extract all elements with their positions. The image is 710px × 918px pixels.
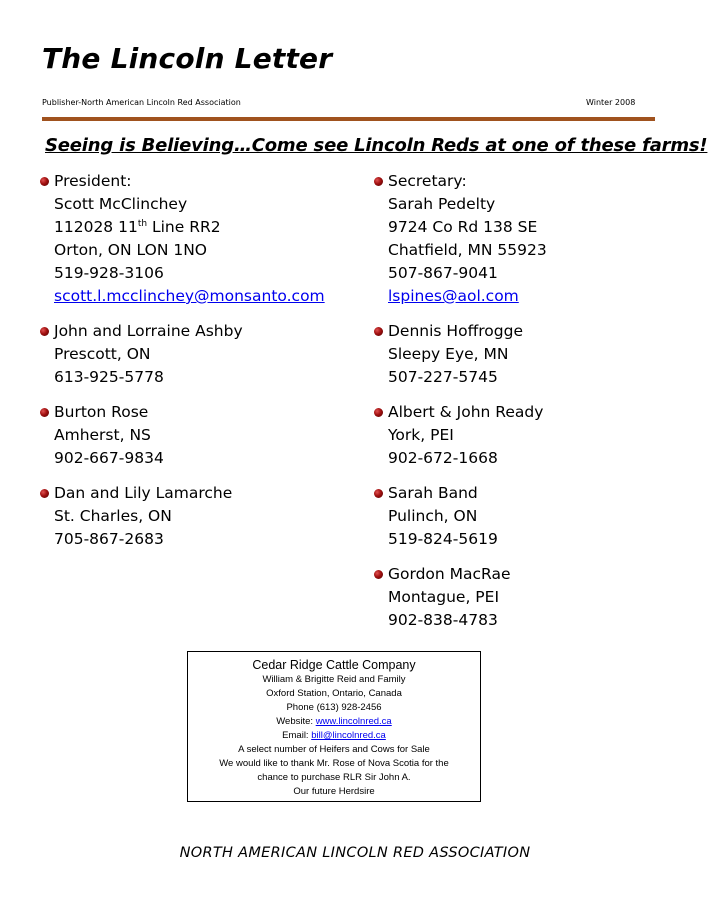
issue-date: Winter 2008 bbox=[586, 98, 636, 107]
contact-city: Montague, PEI bbox=[388, 588, 500, 606]
contact-name: Sarah Band bbox=[388, 484, 478, 502]
contact-name: Burton Rose bbox=[54, 403, 149, 421]
contact-phone: 613-925-5778 bbox=[54, 368, 164, 386]
contact-city: St. Charles, ON bbox=[54, 507, 172, 525]
ad-website-label: Website: bbox=[276, 716, 316, 727]
contact-address: 9724 Co Rd 138 SE bbox=[388, 218, 538, 236]
contact-entry-president bbox=[40, 170, 325, 308]
ad-owners: William & Brigitte Reid and Family bbox=[262, 674, 406, 685]
contact-name: Sarah Pedelty bbox=[388, 195, 496, 213]
ad-phone: Phone (613) 928-2456 bbox=[286, 702, 382, 713]
contact-phone: 519-928-3106 bbox=[54, 264, 164, 282]
contact-phone: 902-838-4783 bbox=[388, 611, 498, 629]
contact-city: Pulinch, ON bbox=[388, 507, 478, 525]
footer-association: NORTH AMERICAN LINCOLN RED ASSOCIATION bbox=[179, 845, 531, 861]
contact-entry-secretary bbox=[374, 170, 547, 308]
contact-name: Scott McClinchey bbox=[54, 195, 188, 213]
contact-role: President: bbox=[54, 172, 132, 190]
contact-phone: 902-667-9834 bbox=[54, 449, 164, 467]
bullet-icon bbox=[374, 408, 383, 417]
contact-city: Prescott, ON bbox=[54, 345, 151, 363]
contact-city: Orton, ON LON 1NO bbox=[54, 241, 207, 259]
contact-role: Secretary: bbox=[388, 172, 467, 190]
contact-entry bbox=[40, 320, 325, 389]
contact-phone: 705-867-2683 bbox=[54, 530, 164, 548]
contact-phone: 507-867-9041 bbox=[388, 264, 498, 282]
ad-text-line: A select number of Heifers and Cows for Sale bbox=[238, 744, 430, 755]
contact-city: Amherst, NS bbox=[54, 426, 151, 444]
contact-phone: 902-672-1668 bbox=[388, 449, 498, 467]
bullet-icon bbox=[374, 489, 383, 498]
bullet-icon bbox=[374, 177, 383, 186]
contact-phone: 519-824-5619 bbox=[388, 530, 498, 548]
contact-entry bbox=[374, 320, 547, 389]
contact-entry bbox=[374, 482, 547, 551]
ad-text-line: We would like to thank Mr. Rose of Nova Scotia for the bbox=[219, 758, 449, 769]
contact-email-link[interactable]: lspines@aol.com bbox=[388, 287, 519, 305]
contact-name: Albert & John Ready bbox=[388, 403, 544, 421]
contact-city: York, PEI bbox=[388, 426, 454, 444]
ad-email-line bbox=[188, 729, 480, 743]
right-column bbox=[374, 170, 547, 644]
contact-entry bbox=[40, 401, 325, 470]
newsletter-title: The Lincoln Letter bbox=[42, 42, 333, 75]
ad-website-link[interactable]: www.lincolnred.ca bbox=[315, 716, 392, 727]
contact-entry bbox=[374, 401, 547, 470]
contact-address: 112028 11th Line RR2 bbox=[54, 218, 221, 236]
headline: Seeing is Believing…Come see Lincoln Reds at one of these farms! bbox=[45, 135, 708, 156]
publisher-line: Publisher-North American Lincoln Red Association bbox=[42, 98, 241, 107]
bullet-icon bbox=[40, 489, 49, 498]
contact-phone: 507-227-5745 bbox=[388, 368, 498, 386]
contact-entry bbox=[374, 563, 547, 632]
header-rule bbox=[42, 117, 655, 121]
ad-company-name: Cedar Ridge Cattle Company bbox=[252, 658, 416, 672]
left-column bbox=[40, 170, 325, 563]
contact-name: Dennis Hoffrogge bbox=[388, 322, 523, 340]
ad-text-line: chance to purchase RLR Sir John A. bbox=[257, 772, 411, 783]
ad-email-label: Email: bbox=[282, 730, 312, 741]
contact-name: Gordon MacRae bbox=[388, 565, 511, 583]
bullet-icon bbox=[40, 177, 49, 186]
advertisement-box bbox=[187, 651, 481, 802]
bullet-icon bbox=[40, 327, 49, 336]
ad-location: Oxford Station, Ontario, Canada bbox=[266, 688, 402, 699]
contact-name: John and Lorraine Ashby bbox=[54, 322, 243, 340]
bullet-icon bbox=[374, 570, 383, 579]
contact-city: Sleepy Eye, MN bbox=[388, 345, 509, 363]
contact-entry bbox=[40, 482, 325, 551]
contact-name: Dan and Lily Lamarche bbox=[54, 484, 233, 502]
ad-website-line bbox=[188, 715, 480, 729]
bullet-icon bbox=[374, 327, 383, 336]
contact-email-link[interactable]: scott.l.mcclinchey@monsanto.com bbox=[54, 287, 325, 305]
bullet-icon bbox=[40, 408, 49, 417]
ad-email-link[interactable]: bill@lincolnred.ca bbox=[311, 730, 386, 741]
ad-text-line: Our future Herdsire bbox=[293, 786, 375, 797]
contact-city: Chatfield, MN 55923 bbox=[388, 241, 547, 259]
